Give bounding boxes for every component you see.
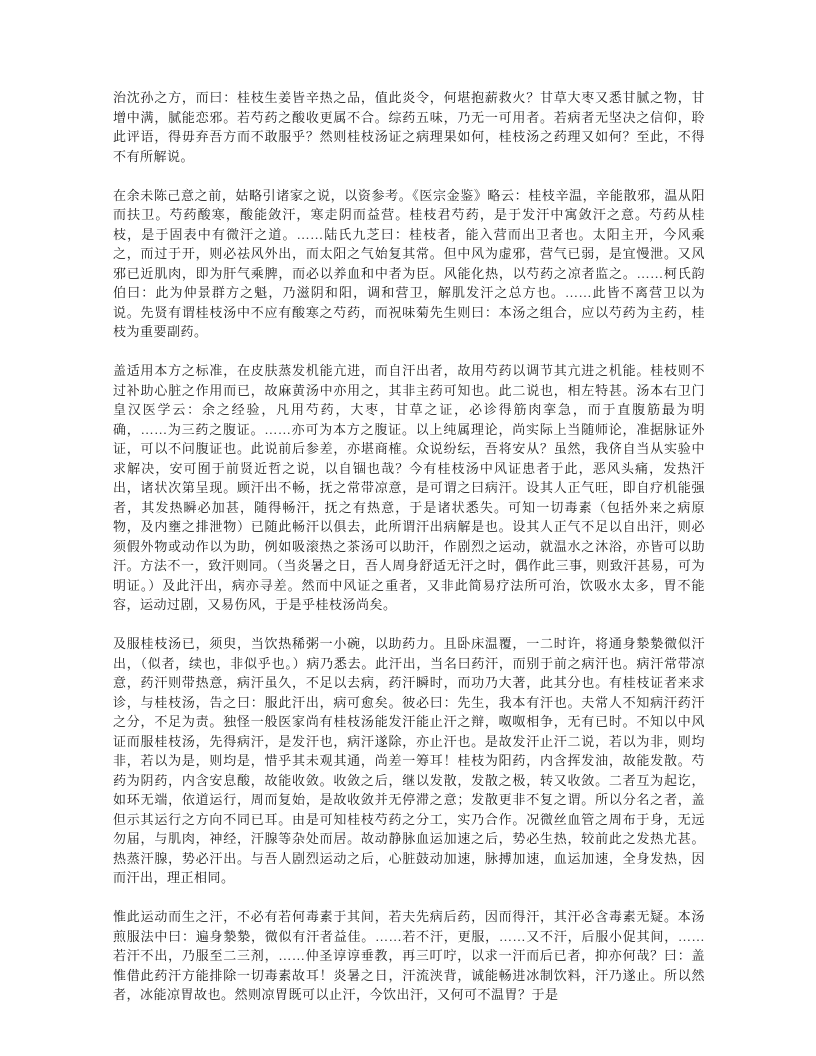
document-body [113, 88, 705, 1005]
paragraph: 在余未陈己意之前，姑略引诸家之说，以资参考。《医宗金鉴》略云：桂枝辛温，辛能散邪，温从阳而扶卫。芍药酸寒，酸能敛汗，寒走阴而益营。桂枝君芍药，是于发汗中寓敛汗之意。芍药从桂枝，是于固表中有微汗之道。……陆氏九芝曰：桂枝者，能入营而出卫者也。太阳主开，今风乘之，而过于开，则必祛风外出，而太阳之气始复其常。但中风为虚邪，营气已弱，是宜慢泄。又风邪已近肌肉，即为肝气乘脾，而必以养血和中者为臣。风能化热，以芍药之凉者监之。……柯氏韵伯曰：此为仲景群方之魁，乃滋阴和阳，调和营卫，解肌发汗之总方也。……此皆不离营卫以为说。先贤有谓桂枝汤中不应有酸寒之芍药，而祝味菊先生则曰：本汤之组合，应以芍药为主药，桂枝为重要副药。 [113, 187, 705, 339]
paragraph: 盖适用本方之标准，在皮肤蒸发机能亢进，而自汗出者，故用芍药以调节其亢进之机能。桂枝则不过补助心脏之作用而已，故麻黄汤中亦用之，其非主药可知也。此二说也，相左特甚。汤本右卫门皇汉医学云：余之经验，凡用芍药，大枣，甘草之证，必诊得筋肉挛急，而于直腹筋最为明确，……为三药之腹证。……亦可为本方之腹证。以上纯属理论，尚实际上当随师论，准据脉证外证，可以不问腹证也。此说前后参差，亦堪商榷。众说纷纭，吾将安从？虽然，我侪自当从实验中求解决，安可囿于前贤近哲之说，以自锢也哉？今有桂枝汤中风证患者于此，恶风头痛，发热汗出，诸状次第呈现。顾汗出不畅，抚之常带凉意，是可谓之曰病汗。设其人正气旺，即自疗机能强者，其发热瞬必加甚，随得畅汗，抚之有热意，于是诸状悉失。可知一切毒素（包括外来之病原物，及内壅之排泄物）已随此畅汗以俱去，此所谓汗出病解是也。设其人正气不足以自出汗，则必须假外物或动作以为助，例如吸滚热之茶汤可以助汗，作剧烈之运动，就温水之沐浴，亦皆可以助汗。方法不一，致汗则同。（当炎暑之日，吾人周身舒适无汗之时，偶作此三事，则致汗甚易，可为明证。）及此汗出，病亦寻差。然而中风证之重者，又非此简易疗法所可治，饮吸水太多，胃不能容，运动过剧，又易伤风，于是乎桂枝汤尚矣。 [113, 363, 705, 612]
paragraph: 治沈孙之方，而曰：桂枝生姜皆辛热之品，值此炎令，何堪抱薪救火？甘草大枣又悉甘腻之物，甘增中满，腻能恋邪。若芍药之酸收更属不合。综药五味，乃无一可用者。若病者无坚决之信仰，聆此评语，得毋弃吾方而不敢服乎？然则桂枝汤证之病理果如何，桂枝汤之药理又如何？至此，不得不有所解说。 [113, 90, 705, 164]
paragraph: 及服桂枝汤已，须臾，当饮热稀粥一小碗，以助药力。且卧床温覆，一二时许，将通身漐漐微似汗出，（似者，续也，非似乎也。）病乃悉去。此汗出，当名曰药汗，而别于前之病汗也。病汗常带凉意，药汗则带热意，病汗虽久，不足以去病，药汗瞬时，而功乃大著，此其分也。有桂枝证者来求诊，与桂枝汤，告之曰：服此汗出，病可愈矣。彼必曰：先生，我本有汗也。夫常人不知病汗药汗之分，不足为责。独怪一般医家尚有桂枝汤能发汗能止汗之辩，呶呶相争，无有已时。不知以中风证而服桂枝汤，先得病汗，是发汗也，病汗遂除，亦止汗也。是故发汗止汗二说，若以为非，则均非，若以为是，则均是，惜乎其未观其通，尚差一筹耳！桂枝为阳药，内含挥发油，故能发散。芍药为阴药，内含安息酸，故能收敛。收敛之后，继以发散，发散之极，转又收敛。二者互为起讫，如环无端，依道运行，周而复始，是故收敛并无停滞之意；发散更非不复之谓。所以分名之者，盖但示其运行之方向不同已耳。由是可知桂枝芍药之分工，实乃合作。况微丝血管之周布于身，无远勿届，与肌肉，神经，汗腺等杂处而居。故动静脉血运加速之后，势必生热，较前此之发热尤甚。热蒸汗腺，势必汗出。与吾人剧烈运动之后，心脏鼓动加速，脉搏加速，血运加速，全身发热，因而汗出，理正相同。 [113, 636, 705, 885]
paragraph: 惟此运动而生之汗，不必有若何毒素于其间，若夫先病后药，因而得汗，其汗必含毒素无疑。本汤煎服法中曰：遍身漐漐，微似有汗者益佳。……若不汗，更服，……又不汗，后服小促其间，……若汗不出，乃服至二三剂，……仲圣谆谆垂教，再三叮咛，以求一汗而后已者，抑亦何哉？曰：盖惟借此药汗方能排除一切毒素故耳！炎暑之日，汗流浃背，诚能畅进冰制饮料，汗乃遂止。所以然者，冰能凉胃故也。然则凉胃既可以止汗，今饮出汗，又何可不温胃？于是 [113, 909, 705, 1002]
